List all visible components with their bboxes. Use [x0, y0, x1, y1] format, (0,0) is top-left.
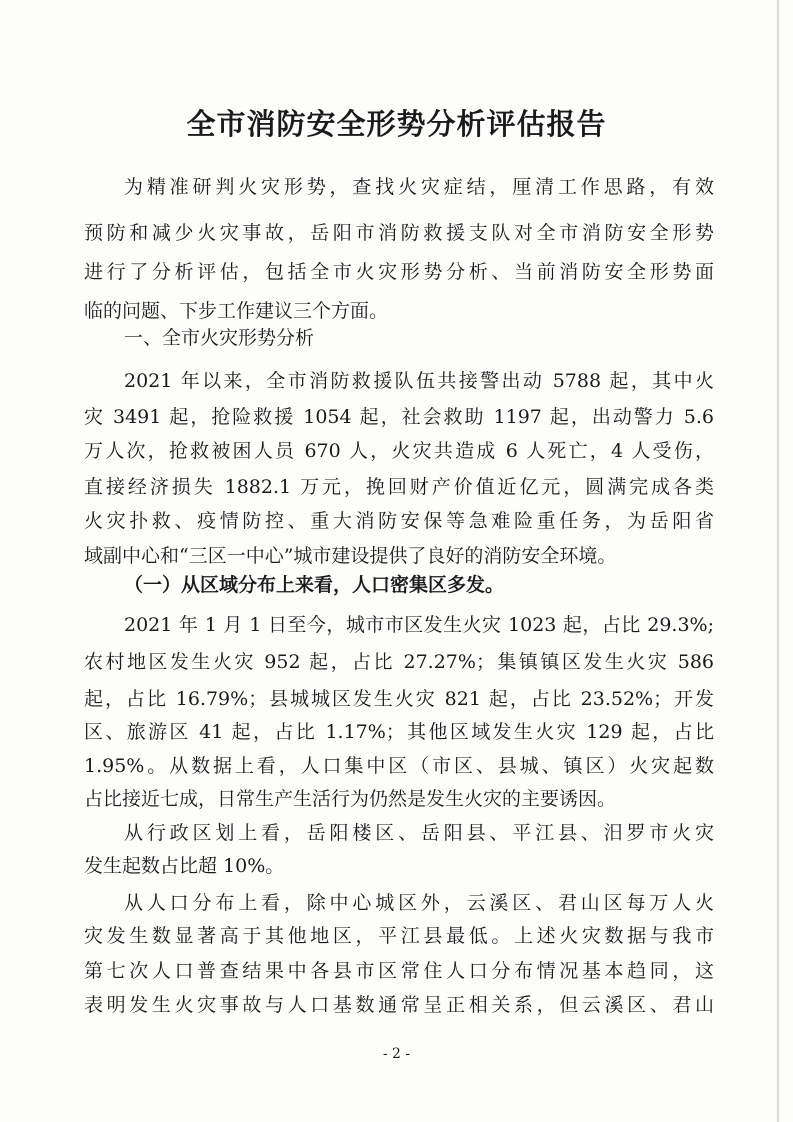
sub1-line: 区、旅游区 41 起，占比 1.17%；其他区域发生火灾 129 起，占比	[84, 721, 714, 743]
section1-line: 灾 3491 起，抢险救援 1054 起，社会救助 1197 起，出动警力 5.6	[84, 406, 714, 428]
population-line: 第七次人口普查结果中各县市区常住人口分布情况基本趋同，这	[84, 960, 714, 982]
scan-edge-line	[777, 0, 779, 1122]
sub1-line: 1.95%。从数据上看，人口集中区（市区、县城、镇区）火灾起数	[84, 755, 714, 777]
intro-line: 预防和减少火灾事故，岳阳市消防救援支队对全市消防安全形势	[84, 222, 714, 244]
population-line: 灾发生数显著高于其他地区，平江县最低。上述火灾数据与我市	[84, 925, 714, 947]
intro-line: 为精准研判火灾形势，查找火灾症结，厘清工作思路，有效	[124, 176, 714, 198]
section1-line: 火灾扑救、疫情防控、重大消防安保等急难险重任务，为岳阳省	[84, 510, 714, 532]
section-heading: 一、全市火灾形势分析	[124, 327, 315, 349]
population-line: 表明发生火灾事故与人口基数通常呈正相关系，但云溪区、君山	[84, 994, 714, 1016]
page-number: - 2 -	[382, 1046, 411, 1062]
sub1-line: 农村地区发生火灾 952 起，占比 27.27%；集镇镇区发生火灾 586	[84, 651, 714, 673]
admin-line: 从行政区划上看，岳阳楼区、岳阳县、平江县、汨罗市火灾	[124, 822, 714, 844]
sub1-line: 起，占比 16.79%；县城城区发生火灾 821 起，占比 23.52%；开发	[84, 688, 714, 710]
section1-line: 域副中心和“三区一中心”城市建设提供了良好的消防安全环境。	[84, 545, 617, 567]
report-title: 全市消防安全形势分析评估报告	[186, 107, 607, 141]
intro-line: 进行了分析评估，包括全市火灾形势分析、当前消防安全形势面	[84, 261, 714, 283]
sub1-line: 占比接近七成，日常生产生活行为仍然是发生火灾的主要诱因。	[84, 788, 617, 810]
section1-line: 万人次，抢救被困人员 670 人，火灾共造成 6 人死亡，4 人受伤，	[84, 440, 714, 462]
population-line: 从人口分布上看，除中心城区外，云溪区、君山区每万人火	[124, 892, 714, 914]
admin-line: 发生起数占比超 10%。	[84, 855, 285, 877]
sub1-line: 2021 年 1 月 1 日至今，城市市区发生火灾 1023 起，占比 29.3%;	[124, 614, 714, 636]
subsection-heading: （一）从区域分布上来看，人口密集区多发。	[124, 574, 505, 596]
section1-line: 2021 年以来，全市消防救援队伍共接警出动 5788 起，其中火	[124, 370, 714, 392]
intro-line: 临的问题、下步工作建议三个方面。	[84, 300, 389, 322]
section1-line: 直接经济损失 1882.1 万元，挽回财产价值近亿元，圆满完成各类	[84, 476, 714, 498]
